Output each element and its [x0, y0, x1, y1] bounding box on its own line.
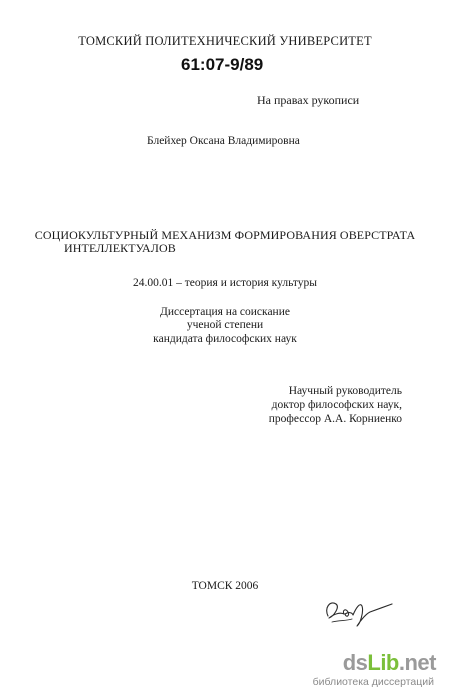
supervisor-role: Научный руководитель	[288, 385, 402, 397]
degree-line-2: ученой степени	[186, 319, 264, 331]
catalog-code-stamp: 61:07-9/89	[181, 55, 264, 74]
dslib-subtitle: библиотека диссертаций	[312, 676, 434, 688]
dslib-watermark	[306, 650, 436, 692]
dslib-logo: dsLib.net	[342, 650, 436, 675]
degree-line-3: кандидата философских наук	[153, 333, 297, 345]
degree-line-1: Диссертация на соискание	[160, 306, 290, 318]
city-year: ТОМСК 2006	[191, 580, 259, 592]
supervisor-name: профессор А.А. Корниенко	[268, 413, 402, 425]
specialty-code: 24.00.01 – теория и история культуры	[133, 277, 317, 289]
handwritten-signature	[320, 590, 400, 630]
author-name: Блейхер Оксана Владимировна	[147, 135, 300, 147]
manuscript-rights-note: На правах рукописи	[257, 93, 360, 107]
thesis-title-line-2: ИНТЕЛЛЕКТУАЛОВ	[64, 241, 176, 255]
thesis-title-line-1: СОЦИОКУЛЬТУРНЫЙ МЕХАНИЗМ ФОРМИРОВАНИЯ ОВЕРСТРАТА	[34, 228, 416, 242]
supervisor-degree: доктор философских наук,	[271, 399, 402, 411]
university-name: ТОМСКИЙ ПОЛИТЕХНИЧЕСКИЙ УНИВЕРСИТЕТ	[78, 34, 372, 48]
